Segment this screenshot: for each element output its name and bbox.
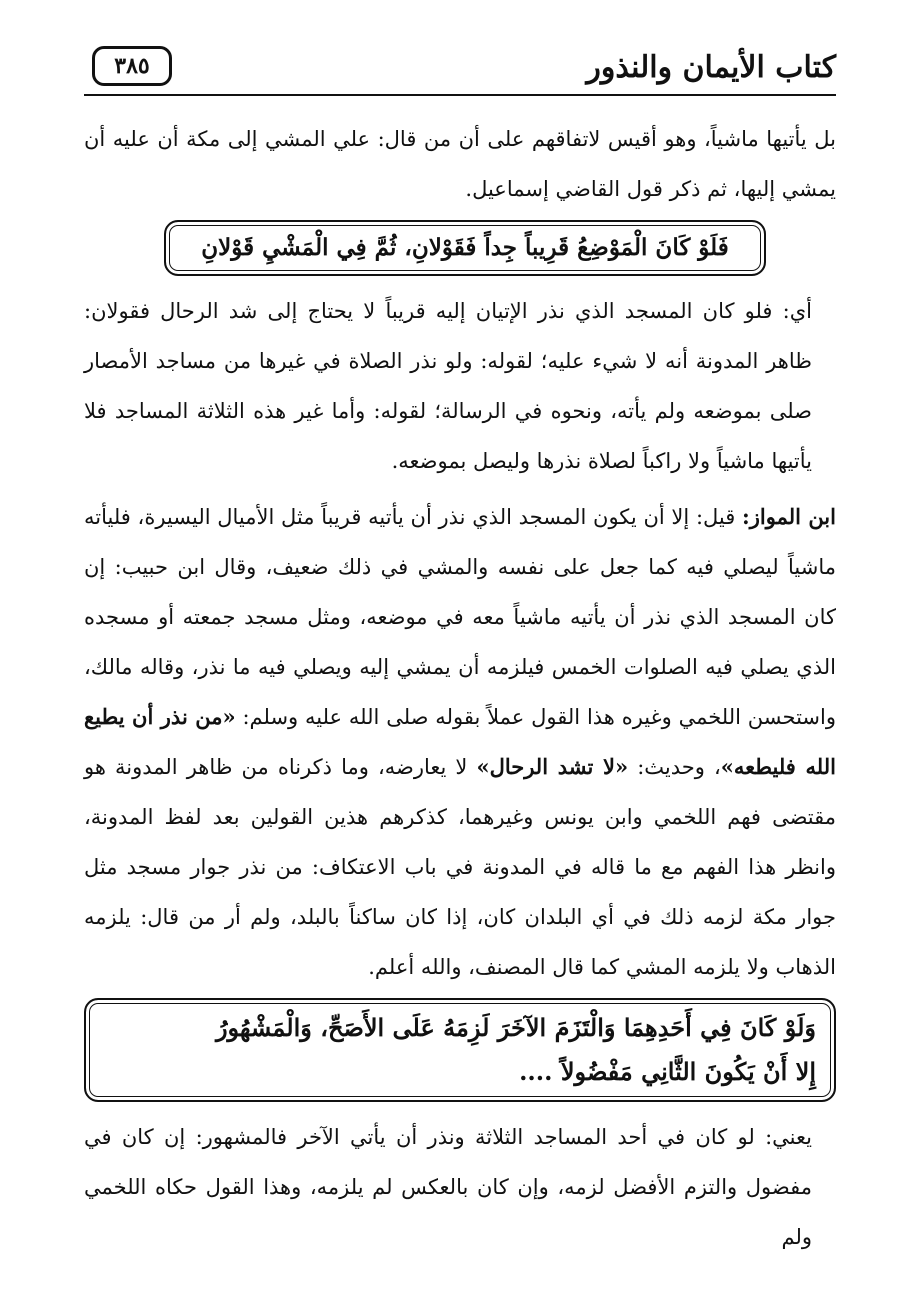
matn-box-2 bbox=[84, 998, 836, 1102]
commentary-paragraph-3 bbox=[84, 492, 836, 992]
commentary-paragraph-2: أي: فلو كان المسجد الذي نذر الإتيان إليه قريباً لا يحتاج إلى شد الرحال فقولان: ظاهر المدونة أنه لا شيء عليه؛ لقوله: ولو نذر الصلاة في غيرها من مساجد الأمصار صلى بموضعه ولم يأته، ونحوه في الرسالة؛ لقوله: وأما غير هذه الثلاثة المساجد فلا يأتيها ماشياً ولا راكباً لصلاة نذرها وليصل بموضعه. bbox=[84, 299, 812, 473]
header-rule bbox=[84, 94, 836, 96]
matn-box-1: فَلَوْ كَانَ الْمَوْضِعُ قَرِيباً جِداً فَقَوْلانِ، ثُمَّ فِي الْمَشْيِ قَوْلانِ bbox=[164, 220, 766, 276]
matn-2-line-1: وَلَوْ كَانَ فِي أَحَدِهِمَا وَالْتَزَمَ الآخَرَ لَزِمَهُ عَلَى الأَصَحِّ، وَالْمَشْهُورُ bbox=[215, 1013, 816, 1042]
commentary-paragraph-4: يعني: لو كان في أحد المساجد الثلاثة ونذر أن يأتي الآخر فالمشهور: إن كان في مفضول والتزم الأفضل لزمه، وإن كان بالعكس لم يلزمه، وهذا القول حكاه اللخمي ولم bbox=[84, 1125, 812, 1249]
matn-2-line-2: إِلا أَنْ يَكُونَ الثَّانِي مَفْضُولاً .... bbox=[519, 1057, 816, 1086]
paragraph-3-part-b: ، وحديث: bbox=[628, 755, 721, 779]
hadith-quote-2: «لا تشد الرحال» bbox=[476, 754, 629, 779]
page-number: ٣٨٥ bbox=[92, 46, 172, 86]
paragraph-3-part-a: قيل: إلا أن يكون المسجد الذي نذر أن يأتيه قريباً مثل الأميال اليسيرة، فليأته ماشياً ليصلي فيه كما جعل على نفسه والمشي في ذلك ضعيف، وقال ابن حبيب: إن كان المسجد الذي نذر أن يأتيه ماشياً معه في موضعه، ومثل مسجد جمعته أو مسجده الذي يصلي فيه الصلوات الخمس فيلزمه أن يمشي إليه ويصلي فيه ما نذر، وقاله مالك، واستحسن اللخمي وغيره هذا القول عملاً بقوله صلى الله عليه وسلم: bbox=[84, 505, 836, 729]
commentary-paragraph-1: بل يأتيها ماشياً، وهو أقيس لاتفاقهم على أن من قال: علي المشي إلى مكة أن عليه أن يمشي إليها، ثم ذكر قول القاضي إسماعيل. bbox=[84, 127, 836, 201]
paragraph-3-part-c: لا يعارضه، وما ذكرناه من ظاهر المدونة هو مقتضى فهم اللخمي وابن يونس وغيرهما، كذكرهم هذين القولين بعد لفظ المدونة، وانظر هذا الفهم مع ما قاله في المدونة في باب الاعتكاف: من نذر جوار مسجد مثل جوار مكة لزمه ذلك في أي البلدان كان، إذا كان ساكناً بالبلد، ولم أر من قال: يلزمه الذهاب ولا يلزمه المشي كما قال المصنف، والله أعلم. bbox=[84, 755, 836, 979]
hadith-quote-1: «من نذر أن يطيع الله فليطعه» bbox=[84, 704, 836, 779]
page-body bbox=[84, 114, 836, 1262]
page-header bbox=[84, 44, 836, 100]
ibn-al-mawwaz-lead: ابن المواز: bbox=[742, 504, 836, 529]
running-title: كتاب الأيمان والنذور bbox=[586, 50, 836, 85]
